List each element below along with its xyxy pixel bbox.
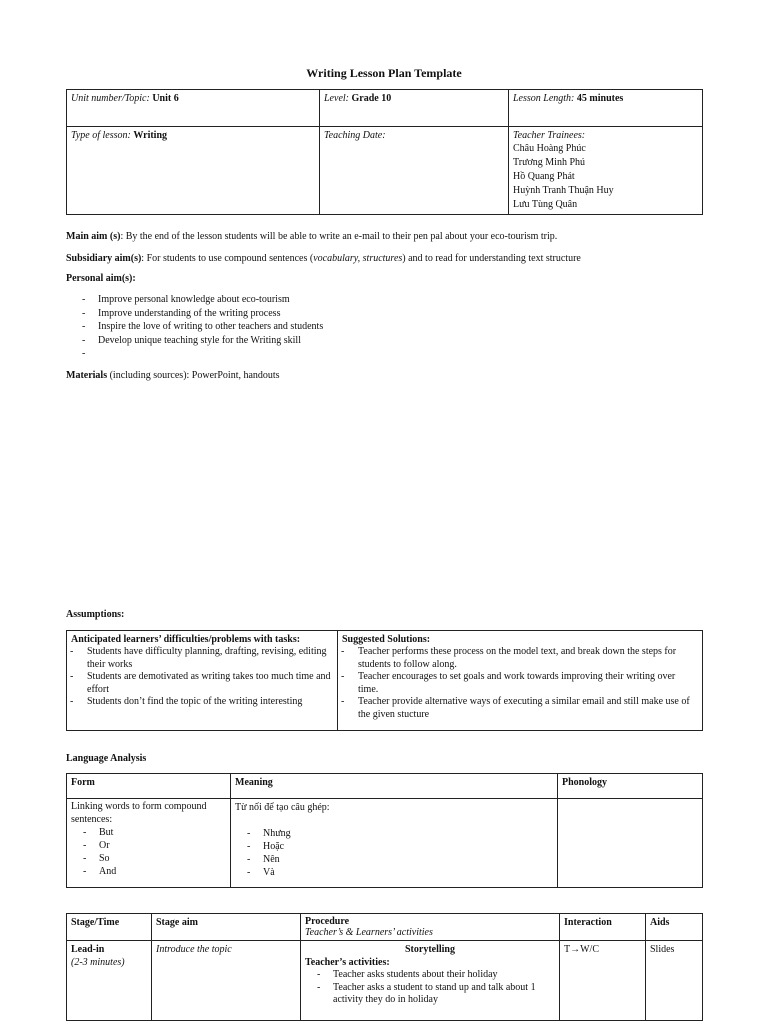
trainee-name: Hồ Quang Phát — [513, 171, 575, 182]
main-aim-label: Main aim (s) — [66, 231, 121, 242]
unit-value: Unit 6 — [152, 93, 179, 104]
assumptions-table — [66, 630, 703, 731]
main-aim-text: : By the end of the lesson students will be able to write an e-mail to their pen pal about your eco-tourism trip. — [120, 231, 558, 242]
length-value: 45 minutes — [576, 93, 624, 104]
solutions-header: Suggested Solutions: — [342, 634, 431, 645]
col-phonology: Phonology — [558, 774, 703, 799]
list-item: - Teacher performs these process on the model text, and break down the steps for students to follow along. — [338, 646, 698, 671]
form-cell — [67, 799, 231, 888]
meaning-text: Từ nối để tạo câu ghép: — [235, 802, 330, 813]
col-form: Form — [67, 774, 231, 799]
list-item: - Nên — [231, 853, 553, 866]
type-value: Writing — [133, 130, 168, 141]
unit-cell — [67, 90, 320, 127]
list-item: - And — [67, 865, 226, 878]
language-heading: Language Analysis — [66, 753, 147, 764]
list-item — [66, 347, 666, 361]
procedure-table — [66, 913, 703, 1021]
list-item: - Inspire the love of writing to other teachers and students — [66, 320, 666, 334]
list-item: - So — [67, 852, 226, 865]
personal-aims-list — [66, 293, 666, 361]
date-cell — [320, 127, 509, 215]
phonology-cell — [558, 799, 703, 888]
page-title: Writing Lesson Plan Template — [306, 66, 462, 80]
list-item: - Improve understanding of the writing process — [66, 307, 666, 321]
col-stage: Stage/Time — [67, 914, 152, 941]
solutions-cell — [338, 631, 703, 731]
materials-label: Materials — [66, 370, 108, 381]
subsidiary-aim — [66, 253, 581, 264]
difficulties-cell — [67, 631, 338, 731]
col-aids: Aids — [646, 914, 703, 941]
procedure-cell — [301, 941, 560, 1021]
col-interaction: Interaction — [560, 914, 646, 941]
list-item: - Or — [67, 839, 226, 852]
solutions-list — [338, 646, 698, 721]
materials — [66, 370, 280, 381]
materials-text: (including sources): PowerPoint, handouts — [107, 370, 280, 381]
trainee-name: Lưu Tùng Quân — [513, 199, 578, 210]
form-list — [67, 826, 226, 878]
list-item: - Teacher provide alternative ways of executing a similar email and still make use of the given stucture — [338, 696, 698, 721]
level-label: Level: — [324, 93, 349, 104]
form-text: Linking words to form compound sentences: — [71, 801, 207, 825]
stage-cell — [67, 941, 152, 1021]
col-stage-aim: Stage aim — [152, 914, 301, 941]
level-value: Grade 10 — [351, 93, 392, 104]
trainee-name: Trương Minh Phú — [513, 157, 586, 168]
list-item: - Improve personal knowledge about eco-tourism — [66, 293, 666, 307]
meaning-list — [231, 827, 553, 879]
difficulties-list — [67, 646, 333, 709]
difficulties-header: Anticipated learners’ difficulties/problems with tasks: — [71, 634, 301, 645]
type-cell — [67, 127, 320, 215]
list-item: - Students have difficulty planning, drafting, revising, editing their works — [67, 646, 333, 671]
subsidiary-aim-text-end: ) and to read for understanding text structure — [402, 253, 581, 264]
interaction-cell: T→W/C — [560, 941, 646, 1021]
col-procedure-label: Procedure — [305, 916, 350, 927]
col-procedure-sub: Teacher’s & Learners’ activities — [305, 927, 433, 938]
personal-aims-label: Personal aim(s): — [66, 273, 136, 284]
col-meaning: Meaning — [231, 774, 558, 799]
list-item: - Và — [231, 866, 553, 879]
subsidiary-aim-text: : For students to use compound sentences ( — [141, 253, 314, 264]
list-item: - Teacher encourages to set goals and work towards improving their writing over time. — [338, 671, 698, 696]
list-item: - But — [67, 826, 226, 839]
list-item: - Teacher asks students about their holiday — [301, 969, 555, 982]
trainees-cell — [509, 127, 703, 215]
length-label: Lesson Length: — [513, 93, 575, 104]
subsidiary-aim-italic: vocabulary, structures — [313, 253, 403, 264]
list-item: - Students don’t find the topic of the writing interesting — [67, 696, 333, 709]
header-table — [66, 89, 703, 215]
trainee-name: Huỳnh Tranh Thuận Huy — [513, 185, 614, 196]
stage-aim-cell: Introduce the topic — [152, 941, 301, 1021]
trainee-name: Châu Hoàng Phúc — [513, 143, 586, 154]
stage-name: Lead-in — [71, 944, 105, 955]
teacher-activities-list — [301, 969, 555, 1007]
type-label: Type of lesson: — [71, 130, 131, 141]
list-item: - Nhưng — [231, 827, 553, 840]
language-table — [66, 773, 703, 888]
stage-time: (2-3 minutes) — [71, 957, 125, 968]
col-procedure — [301, 914, 560, 941]
unit-label: Unit number/Topic: — [71, 93, 150, 104]
list-item: - Students are demotivated as writing takes too much time and effort — [67, 671, 333, 696]
trainees-label: Teacher Trainees: — [513, 130, 586, 141]
aids-cell: Slides — [646, 941, 703, 1021]
meaning-cell — [231, 799, 558, 888]
main-aim — [66, 231, 557, 242]
list-item: - Hoặc — [231, 840, 553, 853]
assumptions-heading: Assumptions: — [66, 609, 125, 620]
list-item: - Develop unique teaching style for the Writing skill — [66, 334, 666, 348]
length-cell — [509, 90, 703, 127]
activity-title: Storytelling — [405, 944, 455, 955]
list-item: - Teacher asks a student to stand up and talk about 1 activity they do in holiday — [301, 982, 555, 1007]
teacher-activities-label: Teacher’s activities: — [305, 957, 390, 968]
level-cell — [320, 90, 509, 127]
date-label: Teaching Date: — [324, 130, 386, 141]
subsidiary-aim-label: Subsidiary aim(s) — [66, 253, 142, 264]
